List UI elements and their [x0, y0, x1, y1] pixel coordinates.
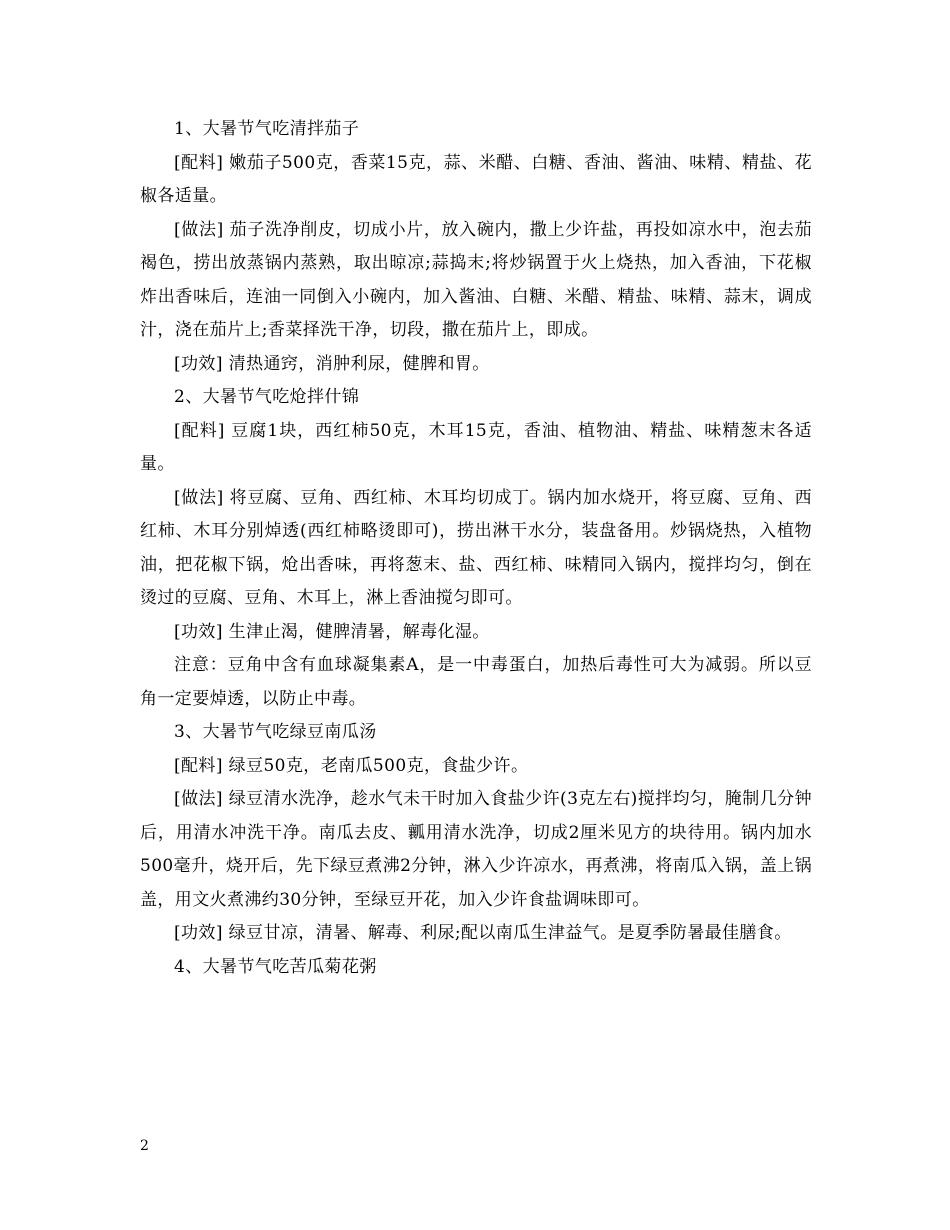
ingredients-paragraph-1: [配料] 嫩茄子500克，香菜15克，蒜、米醋、白糖、香油、酱油、味精、精盐、花椒各适量。 — [140, 152, 812, 206]
method-paragraph-3: [做法] 绿豆清水洗净，趁水气未干时加入食盐少许(3克左右)搅拌均匀，腌制几分钟后，用清水冲洗干净。南瓜去皮、瓤用清水洗净，切成2厘米见方的块待用。锅内加水500毫升，烧开后，先下绿豆煮沸2分钟，淋入少许凉水，再煮沸，将南瓜入锅，盖上锅盖，用文火煮沸约30分钟，至绿豆开花，加入少许食盐调味即可。 — [140, 789, 812, 910]
document-body — [140, 113, 812, 984]
page-number: 2 — [140, 1138, 149, 1154]
ingredients-paragraph-3: [配料] 绿豆50克，老南瓜500克，食盐少许。 — [174, 755, 529, 776]
section-heading-1: 1、大暑节气吃清拌茄子 — [174, 119, 360, 139]
effect-paragraph-1: [功效] 清热通窍，消肿利尿，健脾和胃。 — [174, 353, 490, 374]
effect-paragraph-3: [功效] 绿豆甘凉，清暑、解毒、利尿;配以南瓜生津益气。是夏季防暑最佳膳食。 — [174, 923, 792, 943]
ingredients-paragraph-2: [配料] 豆腐1块，西红柿50克，木耳15克，香油、植物油、精盐、味精葱末各适量。 — [140, 420, 812, 474]
section-heading-3: 3、大暑节气吃绿豆南瓜汤 — [174, 722, 377, 742]
section-heading-4: 4、大暑节气吃苦瓜菊花粥 — [174, 956, 377, 977]
note-paragraph-2: 注意：豆角中含有血球凝集素A，是一中毒蛋白，加热后毒性可大为减弱。所以豆角一定要焯透，以防止中毒。 — [140, 655, 812, 709]
effect-paragraph-2: [功效] 生津止渴，健脾清暑，解毒化湿。 — [174, 621, 490, 642]
section-heading-2: 2、大暑节气吃炝拌什锦 — [174, 387, 360, 407]
method-paragraph-1: [做法] 茄子洗净削皮，切成小片，放入碗内，撒上少许盐，再投如凉水中，泡去茄褐色，捞出放蒸锅内蒸熟，取出晾凉;蒜捣末;将炒锅置于火上烧热，加入香油，下花椒炸出香味后，连油一同倒入小碗内，加入酱油、白糖、米醋、精盐、味精、蒜末，调成汁，浇在茄片上;香菜择洗干净，切段，撒在茄片上，即成。 — [140, 219, 812, 340]
method-paragraph-2: [做法] 将豆腐、豆角、西红柿、木耳均切成丁。锅内加水烧开，将豆腐、豆角、西红柿、木耳分别焯透(西红柿略烫即可)，捞出淋干水分，装盘备用。炒锅烧热，入植物油，把花椒下锅，炝出香味，再将葱末、盐、西红柿、味精同入锅内，搅拌均匀，倒在烫过的豆腐、豆角、木耳上，淋上香油搅匀即可。 — [140, 487, 812, 608]
